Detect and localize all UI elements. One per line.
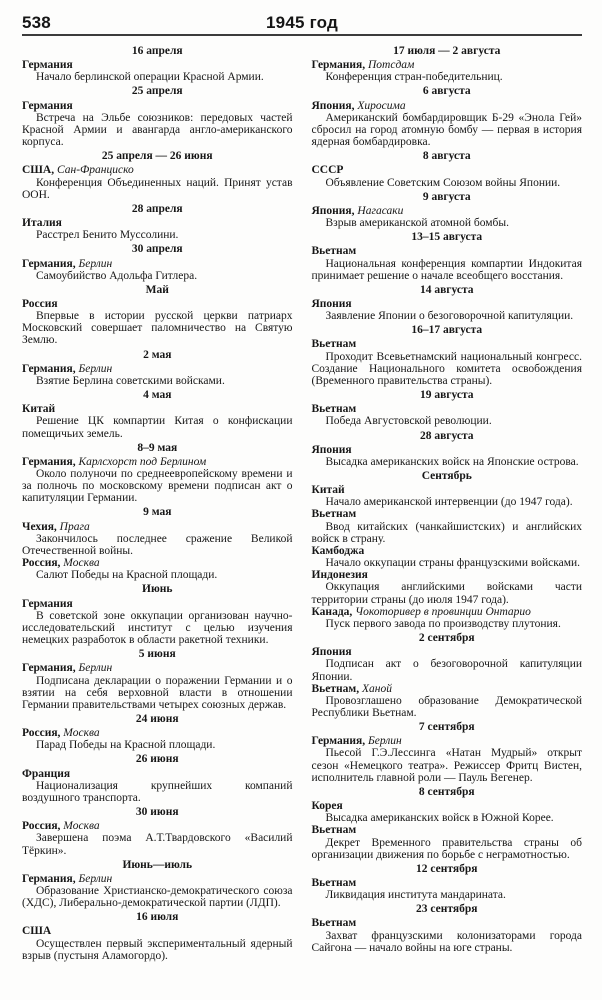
entry-text: Расстрел Бенито Муссолини. (36, 229, 179, 242)
country-name: Япония, (311, 204, 355, 217)
date-heading: 23 сентября (416, 903, 478, 916)
date-heading: 8–9 мая (137, 441, 178, 454)
country-name: Россия, (22, 727, 61, 740)
entry-heading (22, 217, 293, 229)
country-name: Вьетнам (311, 824, 357, 837)
country-name: Япония (311, 443, 352, 456)
chronicle-entry (312, 338, 583, 387)
entry-heading (22, 557, 293, 569)
location-name: Берлин (75, 662, 113, 675)
chronicle-entry (312, 508, 583, 544)
date-heading: 26 июня (135, 753, 179, 766)
country-name: Италия (22, 217, 62, 230)
entry-heading (22, 363, 293, 375)
date-heading: 9 мая (143, 506, 172, 519)
date-heading: 30 апреля (131, 243, 183, 256)
location-name: Потсдам (365, 59, 415, 72)
entry-text: Декрет Временного правительства страны об организации движения по борьбе с неграмотностью. (311, 836, 582, 861)
location-name: Москва (60, 557, 100, 570)
country-name: Вьетнам, (311, 682, 360, 695)
page-year-title: 1945 год (266, 13, 338, 32)
chronicle-entry (22, 298, 293, 347)
date-heading: 5 июня (138, 648, 176, 661)
entry-text: Впервые в истории русской церкви патриарх Московский совершает паломничество на Святую Землю. (22, 310, 293, 347)
entry-heading (312, 298, 583, 310)
country-name: Китай (22, 403, 56, 416)
chronicle-entry (312, 683, 583, 719)
entry-heading (22, 59, 293, 71)
entry-heading (312, 205, 583, 217)
country-name: Германия, (22, 455, 76, 468)
country-name: Чехия, (22, 520, 57, 533)
entry-heading (312, 877, 583, 889)
location-name: Берлин (75, 872, 113, 885)
entry-heading (312, 545, 583, 557)
entry-text: Оккупация английскими войсками части территории страны (до июля 1947 года). (311, 581, 582, 606)
country-name: Вьетнам (311, 917, 357, 930)
date-heading: 9 августа (422, 190, 471, 203)
country-name: Германия, (22, 872, 76, 885)
country-name: Япония (311, 297, 352, 310)
entry-text: Начало оккупации страны французскими войсками. (325, 557, 581, 570)
chronicle-entry (22, 873, 293, 909)
chronicle-entry (312, 164, 583, 188)
country-name: Россия, (22, 820, 61, 833)
chronicle-entry (22, 662, 293, 711)
country-name: Канада, (311, 605, 353, 618)
date-heading: 16 июля (136, 911, 179, 924)
entry-heading (312, 508, 583, 520)
date-heading: Сентябрь (421, 470, 472, 482)
chronicle-entry (22, 217, 293, 241)
country-name: Вьетнам (311, 338, 357, 351)
right-column (312, 43, 583, 962)
country-name: Германия (22, 99, 73, 112)
entry-heading (22, 925, 293, 937)
entry-text: Встреча на Эльбе союзников: передовых частей Красной Армии и авангарда англо-американского корпуса. (22, 111, 293, 149)
country-name: Германия (22, 597, 73, 610)
date-heading: 25 апреля — 26 июня (101, 150, 213, 163)
country-name: Вьетнам (311, 403, 357, 416)
page-header (22, 12, 582, 36)
entry-heading (312, 735, 583, 747)
chronicle-entry (22, 258, 293, 282)
entry-text: Подписана декларации о поражении Германии и о взятии на себя верховной власти в отношении Германии правительствами четырех союзных держав. (22, 674, 293, 711)
entry-heading (312, 800, 583, 812)
two-column-layout (22, 43, 582, 962)
entry-heading (312, 569, 583, 581)
date-heading: 28 августа (419, 429, 474, 442)
date-heading: Июнь (142, 583, 173, 596)
entry-heading (312, 917, 583, 929)
location-name: Москва (60, 727, 100, 740)
entry-text: Осуществлен первый экспериментальный ядерный взрыв (пустыня Аламогордо). (22, 937, 293, 962)
page-number: 538 (22, 13, 51, 32)
chronicle-entry (22, 768, 293, 804)
chronicle-entry (312, 800, 583, 824)
date-heading: 2 мая (143, 348, 172, 361)
entry-text: Образование Христианско-демократического союза (ХДС), Либерально-демократической партии (ЛДП). (22, 885, 293, 910)
left-column (22, 43, 293, 962)
entry-text: Национальная конференция компартии Индокитая принимает решение о начале всеобщего восстания. (311, 257, 582, 282)
date-heading: 28 апреля (131, 202, 183, 215)
entry-heading (22, 258, 293, 270)
entry-heading (22, 662, 293, 674)
chronicle-entry (312, 444, 583, 468)
entry-text: Взрыв американской атомной бомбы. (325, 217, 509, 230)
entry-text: Закончилось последнее сражение Великой Отечественной войны. (22, 532, 293, 557)
date-heading: 25 апреля (131, 85, 183, 98)
country-name: США, (22, 164, 55, 177)
entry-heading (312, 484, 583, 496)
entry-text: Американский бомбардировщик Б-29 «Энола Гей» сбросил на город атомную бомбу — первая в история ядерная бомбардировка. (311, 111, 582, 149)
entry-heading (312, 164, 583, 176)
country-name: Вьетнам (311, 877, 357, 889)
location-name: Прага (56, 520, 90, 533)
entry-heading (22, 820, 293, 832)
entry-text: Пуск первого завода по производству плутония. (325, 617, 561, 630)
chronicle-entry (312, 245, 583, 281)
country-name: Корея (311, 800, 343, 813)
entry-heading (22, 768, 293, 780)
country-name: Вьетнам (311, 508, 357, 521)
chronicle-entry (22, 820, 293, 856)
chronicle-entry (22, 100, 293, 149)
location-name: Карлсхорст под Берлином (75, 455, 207, 468)
location-name: Нагасаки (354, 204, 404, 217)
entry-heading (312, 59, 583, 71)
entry-text: Решение ЦК компартии Китая о конфискации помещичьих земель. (22, 415, 293, 440)
chronicle-entry (312, 100, 583, 149)
entry-text: Высадка американских войск в Южной Корее. (325, 812, 554, 825)
date-heading: 16 апреля (131, 45, 183, 57)
country-name: Россия, (22, 557, 61, 570)
entry-text: Объявление Советским Союзом войны Японии. (325, 176, 561, 189)
chronicle-entry (312, 824, 583, 860)
chronicle-entry (22, 925, 293, 961)
entry-heading (312, 245, 583, 257)
chronicle-entry (312, 917, 583, 953)
country-name: Камбоджа (311, 544, 365, 557)
location-name: Ханой (359, 682, 392, 695)
entry-text: Салют Победы на Красной площади. (36, 569, 218, 582)
entry-text: Конференция Объединенных наций. Принят устав ООН. (22, 176, 293, 201)
location-name: Берлин (75, 257, 113, 270)
entry-heading (312, 824, 583, 836)
chronicle-entry (22, 521, 293, 557)
entry-text: Национализация крупнейших компаний воздушного транспорта. (22, 779, 293, 804)
location-name: Берлин (75, 362, 113, 375)
chronicle-entry (312, 298, 583, 322)
country-name: Германия, (22, 362, 76, 375)
chronicle-entry (22, 403, 293, 439)
chronicle-entry (312, 403, 583, 427)
chronicle-entry (312, 877, 583, 901)
country-name: Россия (22, 297, 58, 310)
entry-text: Проходит Всевьетнамский национальный конгресс. Создание Национального комитета освобождения (Временного правительства страны). (311, 350, 582, 387)
date-heading: 14 августа (419, 283, 474, 296)
chronicle-entry (22, 727, 293, 751)
country-name: Япония, (311, 99, 355, 112)
entry-heading (22, 298, 293, 310)
entry-heading (22, 598, 293, 610)
entry-heading (22, 456, 293, 468)
country-name: Германия (22, 59, 73, 72)
chronicle-entry (22, 59, 293, 83)
location-name: Сан-Франциско (54, 164, 134, 177)
date-heading: 16–17 августа (411, 324, 483, 337)
entry-text: Ликвидация института мандарината. (325, 889, 506, 902)
date-heading: 8 августа (422, 150, 471, 163)
entry-text: Конференция стран-победительниц. (325, 71, 503, 84)
entry-heading (22, 873, 293, 885)
entry-text: Высадка американских войск на Японские острова. (325, 455, 579, 468)
entry-text: Подписан акт о безоговорочной капитуляции Японии. (311, 658, 582, 683)
date-heading: 7 сентября (418, 721, 475, 734)
chronicle-entry (312, 606, 583, 630)
entry-heading (22, 727, 293, 739)
date-heading: 8 сентября (418, 785, 475, 798)
entry-heading (22, 521, 293, 533)
chronicle-entry (22, 363, 293, 387)
entry-text: Начало берлинской операции Красной Армии. (36, 71, 264, 84)
country-name: Германия, (311, 735, 366, 748)
date-heading: 30 июня (135, 806, 179, 819)
chronicle-entry (312, 735, 583, 784)
date-heading: 6 августа (422, 85, 471, 98)
country-name: Индонезия (311, 569, 368, 582)
date-heading: 17 июля — 2 августа (393, 45, 501, 57)
chronicle-entry (312, 569, 583, 605)
entry-text: Провозглашено образование Демократической Республики Вьетнам. (311, 694, 582, 719)
entry-text: Заявление Японии о безоговорочной капитуляции. (325, 310, 574, 323)
date-heading: 4 мая (143, 389, 172, 402)
chronicle-entry (312, 205, 583, 229)
entry-heading (312, 100, 583, 112)
country-name: Вьетнам (311, 245, 357, 258)
location-name: Москва (60, 820, 100, 833)
entry-text: Начало американской интервенции (до 1947 года). (325, 496, 573, 509)
entry-heading (312, 403, 583, 415)
entry-text: Самоубийство Адольфа Гитлера. (36, 269, 198, 282)
entry-heading (312, 444, 583, 456)
entry-text: Пьесой Г.Э.Лессинга «Натан Мудрый» открыт сезон «Немецкого театра». Режиссер Фритц Вистен, исполнитель главной роли — Пауль Вегенер. (311, 747, 582, 784)
date-heading: Июнь—июль (122, 858, 193, 871)
entry-text: Взятие Берлина советскими войсками. (36, 374, 225, 387)
country-name: Германия, (311, 59, 366, 72)
chronicle-entry (312, 59, 583, 83)
entry-heading (312, 683, 583, 695)
entry-heading (312, 606, 583, 618)
chronicle-entry (22, 557, 293, 581)
chronicle-entry (312, 484, 583, 508)
chronicle-entry (312, 646, 583, 682)
country-name: Франция (22, 767, 71, 780)
chronicle-entry (312, 545, 583, 569)
entry-heading (22, 403, 293, 415)
date-heading: 12 сентября (416, 862, 478, 875)
entry-text: Победа Августовской революции. (325, 415, 492, 428)
location-name: Чокоторивер в провинции Онтарио (352, 605, 531, 618)
date-heading: 19 августа (419, 389, 474, 402)
country-name: Япония (311, 646, 352, 659)
country-name: Германия, (22, 257, 76, 270)
entry-text: Ввод китайских (чанкайшистских) и английских войск в страну. (311, 520, 582, 545)
country-name: Германия, (22, 662, 76, 675)
location-name: Берлин (365, 735, 402, 748)
entry-heading (312, 646, 583, 658)
entry-text: Около полуночи по среднеевропейскому времени и за полночь по московскому времени подписан акт о капитуляции Германии. (22, 468, 293, 505)
entry-text: В советской зоне оккупации организован научно-исследовательский институт с целью изучения немецких разработок в области ракетной техники. (22, 609, 293, 647)
date-heading: 2 сентября (418, 632, 475, 645)
location-name: Хиросима (354, 99, 406, 112)
chronicle-entry (22, 164, 293, 200)
country-name: США (22, 925, 52, 938)
chronicle-entry (22, 456, 293, 505)
date-heading: 24 июня (135, 712, 179, 725)
entry-text: Захват французскими колонизаторами города Сайгона — начало войны на юге страны. (311, 929, 582, 954)
date-heading: 13–15 августа (411, 231, 483, 244)
country-name: Китай (311, 484, 345, 497)
entry-text: Завершена поэма А.Т.Твардовского «Василий Тёркин». (22, 832, 293, 857)
entry-text: Парад Победы на Красной площади. (36, 739, 216, 752)
entry-heading (22, 100, 293, 112)
date-heading: Май (145, 283, 169, 296)
chronicle-entry (22, 598, 293, 647)
entry-heading (22, 164, 293, 176)
entry-heading (312, 338, 583, 350)
country-name: СССР (311, 164, 344, 177)
